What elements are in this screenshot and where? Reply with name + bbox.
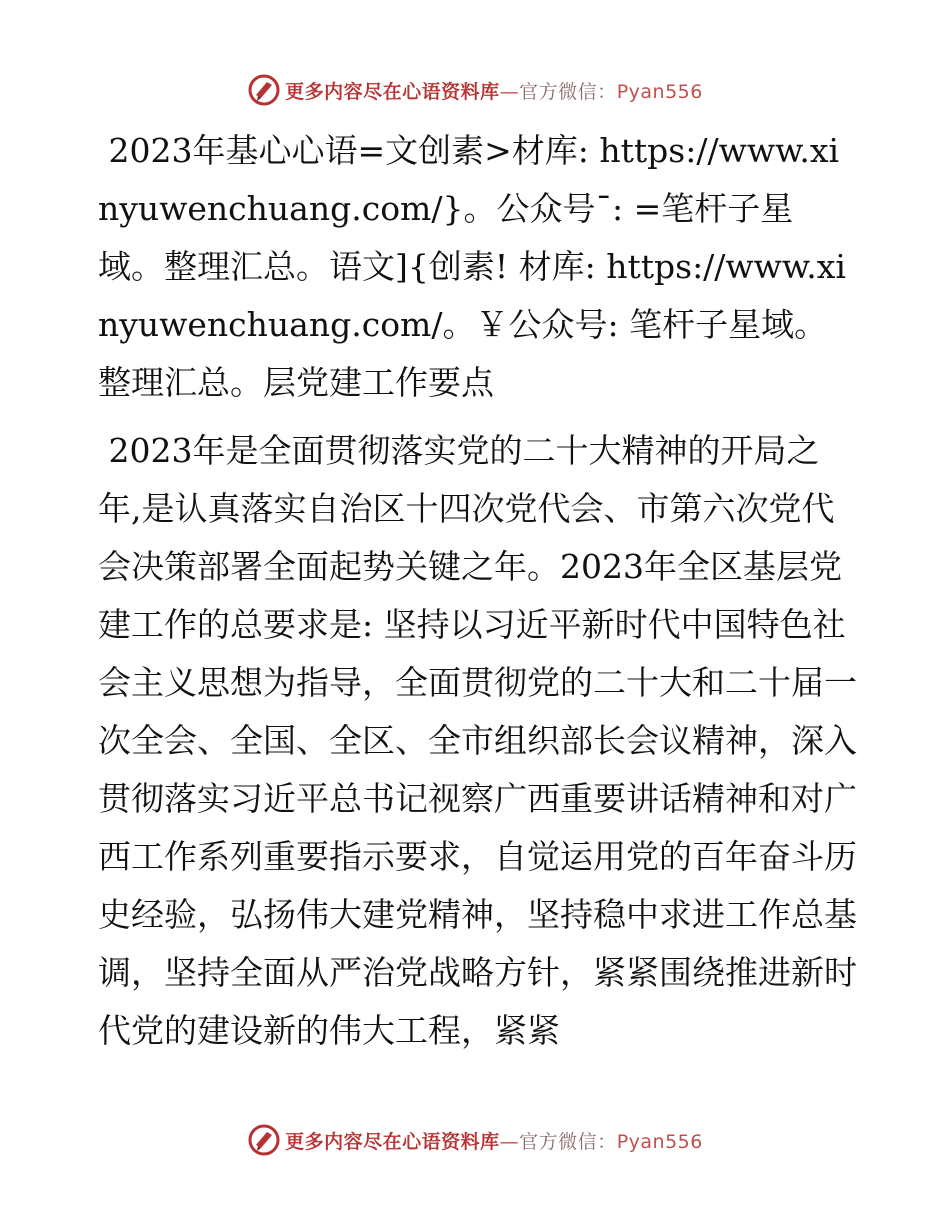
paragraph-2: 2023年是全面贯彻落实党的二十大精神的开局之年,是认真落实自治区十四次党代会、市第六次党代会决策部署全面起势关键之年。2023年全区基层党建工作的总要求是: 坚持以习近平新时代中国特色社会主义思想为指导，全面贯彻党的二十大和二十届一次全会、全国、全区、全市组织部长会议精神，深入贯彻落实习近平总书记视察广西重要讲话精神和对广西工作系列重要指示要求，自觉运用党的百年奋斗历史经验，弘扬伟大建党精神，坚持稳中求进工作总基调，坚持全面从严治党战略方针，紧紧围绕推进新时代党的建设新的伟大工程，紧紧 — [98, 431, 857, 1050]
banner-wechat-id: Pyan556 — [616, 80, 703, 103]
banner-wechat-label: 官方微信： — [519, 1130, 617, 1153]
header-watermark-banner — [0, 68, 950, 112]
brand-logo-icon — [247, 1123, 281, 1157]
banner-title: 更多内容尽在心语资料库 — [285, 80, 500, 103]
paragraph-1: 2023年基心心语=文创素>材库: https://www.xinyuwenchuang.com/}。公众号¯: =笔杆子星域。整理汇总。语文]{创素! 材库: https://www.xinyuwenchuang.com/。￥公众号: 笔杆子星域。整理汇总。层党建工作要点 — [98, 131, 846, 402]
banner-dash: — — [499, 1130, 520, 1153]
banner-dash: — — [499, 80, 520, 103]
banner-text — [285, 1127, 703, 1154]
banner-title: 更多内容尽在心语资料库 — [285, 1130, 500, 1153]
document-body — [98, 122, 858, 1060]
footer-watermark-banner — [0, 1118, 950, 1162]
banner-wechat-label: 官方微信： — [519, 80, 617, 103]
banner-text — [285, 77, 703, 104]
banner-wechat-id: Pyan556 — [616, 1130, 703, 1153]
brand-logo-icon — [247, 73, 281, 107]
